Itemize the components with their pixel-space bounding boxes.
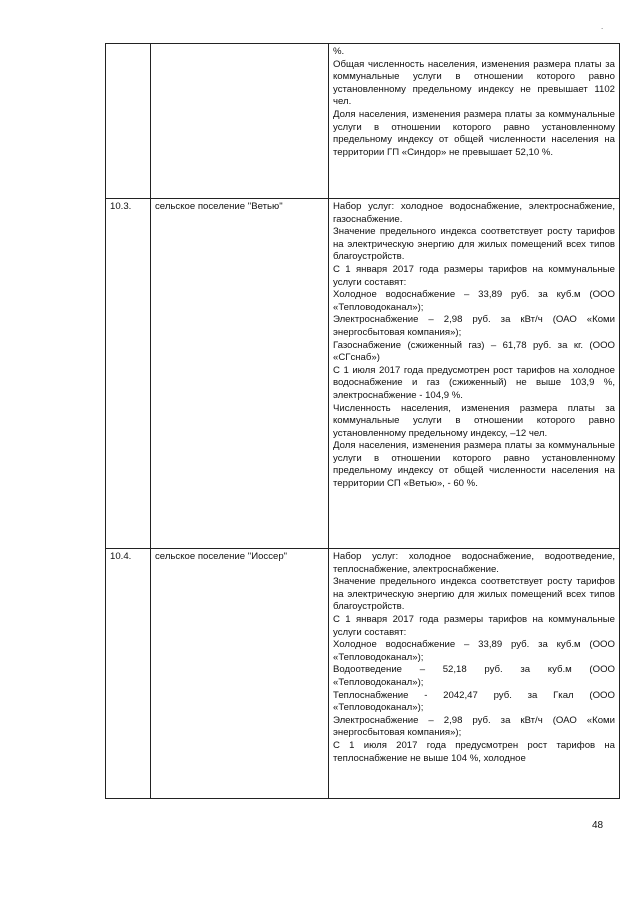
paragraph: Доля населения, изменения размера платы за коммунальные услуги в отношении которого равно установленному предельному индексу от общей численности населения на территории СП «Ветью», - 60 %. (333, 440, 615, 490)
row-description (329, 199, 620, 549)
paragraph: %. (333, 46, 345, 57)
paragraph: Водоотведение – 52,18 руб. за куб.м (ООО «Тепловодоканал»); (333, 664, 615, 688)
paragraph: Холодное водоснабжение – 33,89 руб. за куб.м (ООО «Тепловодоканал»); (333, 639, 615, 663)
corner-mark: . (601, 22, 604, 31)
row-number: 10.3. (106, 199, 151, 549)
paragraph: Значение предельного индекса соответствует росту тарифов на электрическую энергию для жилых помещений всех типов благоустройств. (333, 226, 615, 263)
paragraph: Газоснабжение (сжиженный газ) – 61,78 руб. за кг. (ООО «СГснаб») (333, 339, 615, 364)
paragraph: Значение предельного индекса соответствует росту тарифов на электрическую энергию для жилых помещений всех типов благоустройств. (333, 576, 615, 613)
settlement-name (151, 44, 329, 199)
settlement-name: сельское поселение "Иоссер" (151, 549, 329, 799)
row-description (329, 549, 620, 799)
table-row (106, 199, 620, 549)
paragraph: С 1 января 2017 года размеры тарифов на коммунальные услуги составят: (333, 263, 615, 288)
settlement-name: сельское поселение "Ветью" (151, 199, 329, 549)
paragraph: Численность населения, изменения размера платы за коммунальные услуги в отношении которого равно установленному предельному индексу, –12 чел. (333, 402, 615, 439)
row-number: 10.4. (106, 549, 151, 799)
row-description (329, 44, 620, 199)
paragraph: Теплоснабжение - 2042,47 руб. за Гкал (ООО «Тепловодоканал»); (333, 689, 615, 714)
paragraph: С 1 июля 2017 года предусмотрен рост тарифов на холодное водоснабжение и газ (сжиженный) не выше 103,9 %, электроснабжение - 104,9 %. (333, 364, 615, 401)
table-row (106, 44, 620, 199)
page-number: 48 (592, 820, 604, 831)
paragraph: Электроснабжение – 2,98 руб. за кВт/ч (ОАО «Коми энергосбытовая компания»); (333, 314, 615, 338)
paragraph: Набор услуг: холодное водоснабжение, электроснабжение, газоснабжение. (333, 201, 615, 225)
paragraph: Общая численность населения, изменения размера платы за коммунальные услуги в отношении которого равно установленному предельному индексу не превышает 1102 чел. (333, 58, 615, 108)
paragraph: Холодное водоснабжение – 33,89 руб. за куб.м (ООО «Тепловодоканал»); (333, 289, 615, 313)
paragraph: Электроснабжение – 2,98 руб. за кВт/ч (ОАО «Коми энергосбытовая компания»); (333, 714, 615, 739)
row-number (106, 44, 151, 199)
tariff-table (105, 43, 620, 799)
paragraph: Набор услуг: холодное водоснабжение, водоотведение, теплоснабжение, электроснабжение. (333, 551, 615, 575)
paragraph: С 1 января 2017 года размеры тарифов на коммунальные услуги составят: (333, 613, 615, 638)
paragraph: С 1 июля 2017 года предусмотрен рост тарифов на теплоснабжение не выше 104 %, холодное (333, 739, 615, 764)
paragraph: Доля населения, изменения размера платы за коммунальные услуги в отношении которого равно установленному предельному индексу от общей численности населения на территории ГП «Синдор» не превышает 52,10 %. (333, 108, 615, 158)
table-row (106, 549, 620, 799)
